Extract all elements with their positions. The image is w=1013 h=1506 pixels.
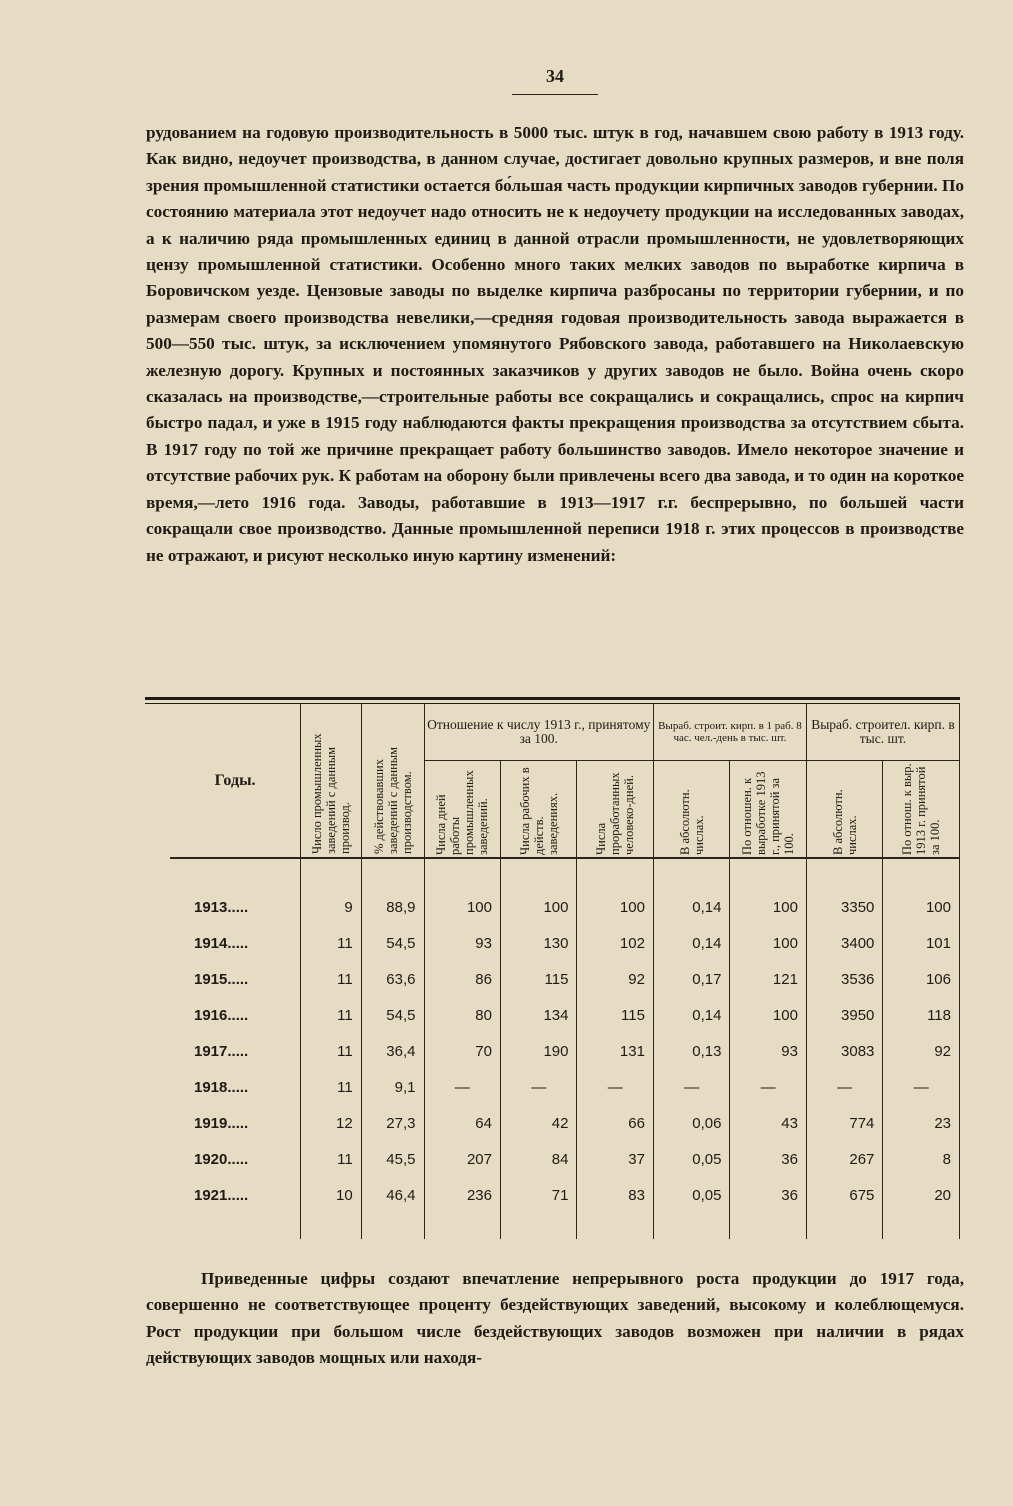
cell-year: 1915..... (170, 961, 301, 997)
header-group-ratio: Отношение к числу 1913 г., принятому за 100. (424, 704, 653, 761)
cell-abs2: — (806, 1069, 882, 1105)
cell-abs2: 267 (806, 1141, 882, 1177)
cell-rel2: 20 (883, 1177, 960, 1213)
cell-abs2: 774 (806, 1105, 882, 1141)
statistics-table (170, 704, 960, 1239)
header-pct (361, 704, 424, 858)
cell-abs2: 3400 (806, 925, 882, 961)
cell-rel2: 101 (883, 925, 960, 961)
cell-mandays: 131 (577, 1033, 653, 1069)
cell-year: 1919..... (170, 1105, 301, 1141)
paragraph-1: рудованием на годовую производительность в 5000 тыс. штук в год, начавшем свою работу в 1913 году. Как видно, недоучет производства, в данном случае, достигает довольно крупных размеров, и вне поля зрения промышленной статистики остается бо́льшая часть продукции кирпичных заводов губернии. По состоянию материала этот недоучет надо относить не к недоучету продукции на исследованных заводах, а к наличию ряда промышленных единиц в данной отрасли промышленности, не удовлетворяющих цензу промышленной статистики. Особенно много таких мелких заводов по выработке кирпича в Боровичском уезде. Цензовые заводы по выделке кирпича разбросаны по территории губернии, и по размерам своего производства невелики,—средняя годовая производительность завода выражается в 500—550 тыс. штук, за исключением упомянутого Рябовского завода, работавшего на Николаевскую железную дорогу. Крупных и постоянных заказчиков у других заводов не было. Война очень скоро сказалась на производстве,—строительные работы все сокращались и сокращались, спрос на кирпич быстро падал, и уже в 1915 году наблюдаются факты прекращения производства за отсутствием сбыта. В 1917 году по той же причине прекращает работу большинство заводов. Имело некоторое значение и отсутствие рабочих рук. К работам на оборону были привлечены всего два завода, и то один на короткое время,—лето 1916 года. Заводы, работавшие в 1913—1917 г.г. беспрерывно, по большей части сокращали свое производство. Данные промышленной переписи 1918 г. этих процессов в производстве не отражают, и рисуют несколько иную картину изменений: (146, 123, 964, 565)
cell-rel1: 93 (730, 1033, 806, 1069)
cell-workers: 71 (500, 1177, 576, 1213)
header-abs2-label: В абсолютн. числах. (830, 789, 859, 855)
cell-count: 11 (301, 1069, 362, 1105)
header-abs1 (653, 761, 729, 859)
cell-abs1: 0,06 (653, 1105, 729, 1141)
cell-count: 10 (301, 1177, 362, 1213)
cell-abs1: 0,14 (653, 889, 729, 925)
cell-abs2: 3536 (806, 961, 882, 997)
paragraph-2: Приведенные цифры создают впечатление непрерывного роста продукции до 1917 года, совершенно не соответствующее проценту бездействующих заведений, высокому и колеблющемуся. Рост продукции при большом числе бездействующих заводов возможен при наличии в рядах действующих заводов мощных или находя- (146, 1269, 964, 1368)
cell-rel2: 106 (883, 961, 960, 997)
header-rel1 (730, 761, 806, 859)
cell-mandays: 66 (577, 1105, 653, 1141)
header-years: Годы. (170, 704, 301, 858)
cell-workers: 42 (500, 1105, 576, 1141)
cell-rel1: 43 (730, 1105, 806, 1141)
table-top-rule-heavy (145, 697, 960, 700)
table-row (170, 1069, 960, 1105)
cell-rel1: 100 (730, 889, 806, 925)
cell-rel1: 36 (730, 1177, 806, 1213)
header-workers (500, 761, 576, 859)
table-row (170, 1177, 960, 1213)
header-rel2-label: По отнош. к выр. 1913 г. принятой за 100. (900, 763, 943, 855)
cell-days: — (424, 1069, 500, 1105)
table-row (170, 961, 960, 997)
table-end-row (170, 1213, 960, 1239)
cell-workers: 134 (500, 997, 576, 1033)
cell-rel1: — (730, 1069, 806, 1105)
cell-workers: 190 (500, 1033, 576, 1069)
cell-days: 64 (424, 1105, 500, 1141)
header-days-label: Числа дней работы промышленных заведений. (434, 770, 491, 855)
cell-year: 1921..... (170, 1177, 301, 1213)
cell-rel2: 100 (883, 889, 960, 925)
cell-mandays: 83 (577, 1177, 653, 1213)
cell-pct: 88,9 (361, 889, 424, 925)
cell-count: 11 (301, 1141, 362, 1177)
header-days (424, 761, 500, 859)
cell-count: 9 (301, 889, 362, 925)
cell-mandays: — (577, 1069, 653, 1105)
table-row (170, 997, 960, 1033)
header-rel2 (883, 761, 960, 859)
cell-pct: 36,4 (361, 1033, 424, 1069)
cell-pct: 63,6 (361, 961, 424, 997)
table-row (170, 889, 960, 925)
cell-abs2: 3083 (806, 1033, 882, 1069)
header-rel1-label: По отношен. к выработке 1913 г., принятой за 100. (740, 771, 797, 855)
table-spacer-row (170, 858, 960, 889)
cell-pct: 9,1 (361, 1069, 424, 1105)
header-abs2 (806, 761, 882, 859)
header-mandays (577, 761, 653, 859)
cell-count: 11 (301, 1033, 362, 1069)
cell-year: 1920..... (170, 1141, 301, 1177)
cell-rel1: 121 (730, 961, 806, 997)
cell-abs1: 0,14 (653, 925, 729, 961)
cell-abs2: 3950 (806, 997, 882, 1033)
cell-count: 11 (301, 997, 362, 1033)
cell-workers: — (500, 1069, 576, 1105)
cell-days: 236 (424, 1177, 500, 1213)
cell-abs1: — (653, 1069, 729, 1105)
header-pct-label: % действовавших заведений с данным производством. (371, 746, 414, 854)
cell-days: 70 (424, 1033, 500, 1069)
cell-abs1: 0,05 (653, 1177, 729, 1213)
header-group-output-total: Выраб. строител. кирп. в тыс. шт. (806, 704, 959, 761)
cell-rel1: 100 (730, 997, 806, 1033)
cell-rel2: — (883, 1069, 960, 1105)
cell-rel2: 118 (883, 997, 960, 1033)
statistics-table-block (145, 697, 960, 1239)
header-workers-label: Числа рабочих в действ. заведениях. (517, 767, 560, 855)
cell-rel2: 8 (883, 1141, 960, 1177)
cell-days: 86 (424, 961, 500, 997)
cell-pct: 27,3 (361, 1105, 424, 1141)
cell-workers: 130 (500, 925, 576, 961)
cell-year: 1913..... (170, 889, 301, 925)
cell-abs1: 0,17 (653, 961, 729, 997)
table-row (170, 1141, 960, 1177)
page-number-rule (512, 94, 598, 95)
cell-abs2: 3350 (806, 889, 882, 925)
cell-mandays: 100 (577, 889, 653, 925)
cell-year: 1918..... (170, 1069, 301, 1105)
cell-rel1: 100 (730, 925, 806, 961)
cell-rel1: 36 (730, 1141, 806, 1177)
cell-abs1: 0,05 (653, 1141, 729, 1177)
table-row (170, 1033, 960, 1069)
table-row (170, 1105, 960, 1141)
cell-mandays: 37 (577, 1141, 653, 1177)
header-group-output-per: Выраб. строит. кирп. в 1 раб. 8 час. чел.-день в тыс. шт. (653, 704, 806, 761)
cell-rel2: 23 (883, 1105, 960, 1141)
table-row (170, 925, 960, 961)
cell-year: 1917..... (170, 1033, 301, 1069)
cell-year: 1916..... (170, 997, 301, 1033)
header-abs1-label: В абсолютн. числах. (677, 789, 706, 855)
cell-days: 207 (424, 1141, 500, 1177)
cell-mandays: 102 (577, 925, 653, 961)
cell-pct: 54,5 (361, 925, 424, 961)
cell-pct: 46,4 (361, 1177, 424, 1213)
cell-count: 11 (301, 925, 362, 961)
cell-abs2: 675 (806, 1177, 882, 1213)
cell-abs1: 0,13 (653, 1033, 729, 1069)
cell-workers: 84 (500, 1141, 576, 1177)
header-count-label: Число промышленных заведений с данным производ. (309, 732, 352, 854)
cell-mandays: 115 (577, 997, 653, 1033)
header-count (301, 704, 362, 858)
cell-workers: 100 (500, 889, 576, 925)
header-mandays-label: Числа проработанных человеко-дней. (594, 772, 637, 855)
cell-rel2: 92 (883, 1033, 960, 1069)
cell-abs1: 0,14 (653, 997, 729, 1033)
cell-days: 80 (424, 997, 500, 1033)
cell-year: 1914..... (170, 925, 301, 961)
page-number: 34 (546, 66, 564, 86)
cell-days: 100 (424, 889, 500, 925)
cell-mandays: 92 (577, 961, 653, 997)
cell-pct: 45,5 (361, 1141, 424, 1177)
cell-pct: 54,5 (361, 997, 424, 1033)
cell-workers: 115 (500, 961, 576, 997)
cell-days: 93 (424, 925, 500, 961)
cell-count: 12 (301, 1105, 362, 1141)
cell-count: 11 (301, 961, 362, 997)
